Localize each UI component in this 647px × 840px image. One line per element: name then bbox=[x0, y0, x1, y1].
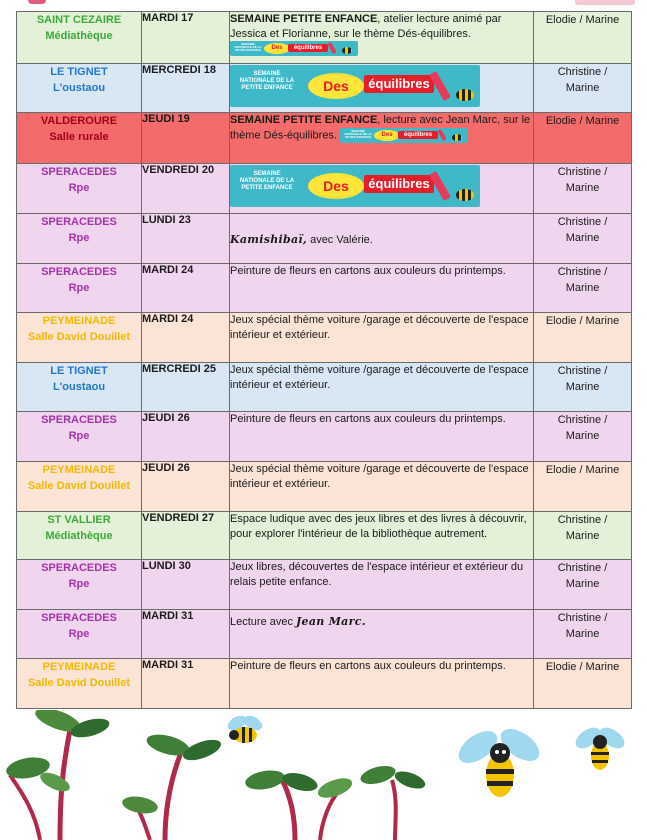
location-name: SAINT CEZAIRE bbox=[36, 14, 122, 26]
location-name: LE TIGNET bbox=[50, 66, 108, 78]
staff-line1: Christine / bbox=[557, 216, 608, 228]
staff-line1: Christine / bbox=[557, 562, 608, 574]
location-cell bbox=[17, 214, 142, 264]
activity-text: , lecture avec Jean Marc, sur le thème Dés-équilibres. bbox=[230, 114, 531, 141]
event-banner-image bbox=[340, 128, 468, 143]
staff-line2: Marine bbox=[565, 381, 600, 393]
location-cell bbox=[17, 164, 142, 214]
activity-handwritten: Kamishibaï, bbox=[230, 233, 308, 246]
activity-text: Lecture avec bbox=[230, 616, 297, 628]
staff-cell bbox=[534, 610, 632, 659]
location-name: SPERACEDES bbox=[41, 266, 117, 278]
location-cell bbox=[17, 64, 142, 113]
bee-icon bbox=[342, 47, 352, 54]
location-venue: Médiathèque bbox=[45, 530, 113, 542]
banner-left-text: SEMAINE NATIONALE DE LA PETITE ENFANCE bbox=[239, 71, 295, 91]
location-cell bbox=[17, 363, 142, 412]
staff-line1: Christine / bbox=[557, 266, 608, 278]
location-cell bbox=[17, 264, 142, 313]
activity-text: Jeux spécial thème voiture /garage et découverte de l'espace intérieur et extérieur. bbox=[230, 463, 529, 490]
staff-line1: Christine / bbox=[557, 166, 608, 178]
sprout-icon bbox=[244, 768, 355, 840]
location-name: SPERACEDES bbox=[41, 216, 117, 228]
location-name: SPERACEDES bbox=[41, 562, 117, 574]
date-cell: VENDREDI 27 bbox=[142, 512, 230, 560]
location-cell bbox=[17, 462, 142, 512]
location-cell bbox=[17, 113, 142, 164]
table-row bbox=[17, 560, 632, 610]
location-cell bbox=[17, 512, 142, 560]
activity-cell bbox=[230, 214, 534, 264]
location-venue: Salle David Douillet bbox=[27, 331, 131, 343]
bee-icon bbox=[225, 713, 264, 743]
banner-bubble-text: Des bbox=[374, 130, 400, 141]
date-cell: JEUDI 19 bbox=[142, 113, 230, 164]
staff-line1: Christine / bbox=[557, 365, 608, 377]
bee-icon bbox=[453, 723, 545, 797]
activity-text: Espace ludique avec des jeux libres et des livres à découvrir, pour explorer l'intérieur de la bibliothèque autrement. bbox=[230, 513, 527, 540]
staff-line2: Marine bbox=[565, 232, 600, 244]
location-venue: Rpe bbox=[68, 628, 90, 640]
date-cell: JEUDI 26 bbox=[142, 412, 230, 462]
location-name: PEYMEINADE bbox=[42, 464, 116, 476]
event-banner-image bbox=[230, 165, 480, 207]
staff-cell bbox=[534, 264, 632, 313]
location-venue: Salle David Douillet bbox=[27, 677, 131, 689]
staff-line1: Elodie / Marine bbox=[545, 14, 620, 26]
table-row bbox=[17, 164, 632, 214]
location-name: PEYMEINADE bbox=[42, 315, 116, 327]
location-name: LE TIGNET bbox=[50, 365, 108, 377]
location-venue: L'oustaou bbox=[52, 82, 106, 94]
location-cell bbox=[17, 560, 142, 610]
staff-line1: Elodie / Marine bbox=[545, 464, 620, 476]
table-row bbox=[17, 113, 632, 164]
banner-word-text: équilibres bbox=[398, 131, 438, 139]
location-venue: L'oustaou bbox=[52, 381, 106, 393]
activity-cell bbox=[230, 363, 534, 412]
activity-text: Jeux spécial thème voiture /garage et découverte de l'espace intérieur et extérieur. bbox=[230, 364, 529, 391]
staff-line1: Elodie / Marine bbox=[545, 115, 620, 127]
activity-text: Peinture de fleurs en cartons aux couleurs du printemps. bbox=[230, 265, 506, 277]
date-cell: MARDI 24 bbox=[142, 264, 230, 313]
location-name: VALDEROURE bbox=[40, 115, 118, 127]
staff-cell bbox=[534, 363, 632, 412]
staff-cell bbox=[534, 313, 632, 363]
sprouts-and-bees-decoration bbox=[0, 710, 647, 840]
date-cell: MARDI 31 bbox=[142, 659, 230, 709]
schedule-table bbox=[16, 11, 632, 709]
activity-cell bbox=[230, 462, 534, 512]
staff-line1: Christine / bbox=[557, 66, 608, 78]
location-cell bbox=[17, 12, 142, 64]
activity-cell bbox=[230, 64, 534, 113]
event-banner-image bbox=[230, 41, 358, 56]
staff-cell bbox=[534, 659, 632, 709]
activity-cell bbox=[230, 610, 534, 659]
location-name: SPERACEDES bbox=[41, 166, 117, 178]
location-venue: Rpe bbox=[68, 430, 90, 442]
activity-cell bbox=[230, 12, 534, 64]
staff-cell bbox=[534, 113, 632, 164]
table-row bbox=[17, 313, 632, 363]
staff-cell bbox=[534, 412, 632, 462]
banner-left-text: SEMAINE NATIONALE DE LA PETITE ENFANCE bbox=[239, 171, 295, 191]
table-row bbox=[17, 462, 632, 512]
bee-icon bbox=[456, 189, 474, 201]
activity-text: Jeux spécial thème voiture /garage et découverte de l'espace intérieur et extérieur. bbox=[230, 314, 529, 341]
staff-cell bbox=[534, 560, 632, 610]
table-row bbox=[17, 659, 632, 709]
banner-word-text: équilibres bbox=[364, 175, 434, 193]
date-cell: MARDI 17 bbox=[142, 12, 230, 64]
banner-word-text: équilibres bbox=[288, 44, 328, 52]
staff-cell bbox=[534, 164, 632, 214]
staff-cell bbox=[534, 12, 632, 64]
activity-cell bbox=[230, 313, 534, 363]
sprout-icon bbox=[121, 731, 224, 840]
location-name: ST VALLIER bbox=[47, 514, 111, 526]
banner-bubble-text: Des bbox=[308, 173, 364, 199]
date-cell: VENDREDI 20 bbox=[142, 164, 230, 214]
location-venue: Salle David Douillet bbox=[27, 480, 131, 492]
activity-cell bbox=[230, 659, 534, 709]
date-cell: MERCREDI 25 bbox=[142, 363, 230, 412]
activity-cell bbox=[230, 264, 534, 313]
location-cell bbox=[17, 313, 142, 363]
staff-line2: Marine bbox=[565, 282, 600, 294]
activity-text: avec Valérie. bbox=[307, 234, 373, 246]
staff-line2: Marine bbox=[565, 628, 600, 640]
location-name: SPERACEDES bbox=[41, 414, 117, 426]
staff-line2: Marine bbox=[565, 578, 600, 590]
activity-text: Peinture de fleurs en cartons aux couleurs du printemps. bbox=[230, 660, 506, 672]
location-name: SPERACEDES bbox=[41, 612, 117, 624]
activity-text: Peinture de fleurs en cartons aux couleurs du printemps. bbox=[230, 413, 506, 425]
staff-line1: Elodie / Marine bbox=[545, 661, 620, 673]
logo-fragment-right bbox=[575, 0, 635, 5]
staff-line2: Marine bbox=[565, 82, 600, 94]
sprout-icon bbox=[359, 763, 428, 840]
bee-icon bbox=[572, 723, 628, 770]
location-cell bbox=[17, 412, 142, 462]
location-venue: Médiathèque bbox=[45, 30, 113, 42]
banner-stick-graphic bbox=[327, 42, 336, 54]
table-row bbox=[17, 264, 632, 313]
table-row bbox=[17, 412, 632, 462]
location-venue: Salle rurale bbox=[49, 131, 109, 143]
staff-cell bbox=[534, 64, 632, 113]
activity-bold: SEMAINE PETITE ENFANCE bbox=[230, 114, 378, 126]
location-venue: Rpe bbox=[68, 182, 90, 194]
location-venue: Rpe bbox=[68, 282, 90, 294]
staff-line2: Marine bbox=[565, 182, 600, 194]
sprout-icon bbox=[5, 710, 112, 840]
activity-handwritten: Jean Marc. bbox=[296, 615, 366, 628]
staff-line1: Elodie / Marine bbox=[545, 315, 620, 327]
staff-cell bbox=[534, 214, 632, 264]
activity-cell bbox=[230, 560, 534, 610]
staff-line1: Christine / bbox=[557, 612, 608, 624]
banner-bubble-text: Des bbox=[308, 73, 364, 99]
banner-stick-graphic bbox=[437, 128, 446, 140]
banner-word-text: équilibres bbox=[364, 75, 434, 93]
location-cell bbox=[17, 610, 142, 659]
activity-bold: SEMAINE PETITE ENFANCE bbox=[230, 13, 378, 25]
date-cell: JEUDI 26 bbox=[142, 462, 230, 512]
table-row bbox=[17, 12, 632, 64]
activity-text: Jeux libres, découvertes de l'espace intérieur et extérieur du relais petite enfance. bbox=[230, 561, 524, 588]
activity-cell bbox=[230, 412, 534, 462]
table-row bbox=[17, 214, 632, 264]
staff-line1: Christine / bbox=[557, 514, 608, 526]
date-cell: LUNDI 30 bbox=[142, 560, 230, 610]
activity-text: , atelier lecture animé par Jessica et Florianne, sur le thème Dés-équilibres. bbox=[230, 13, 502, 40]
date-cell: LUNDI 23 bbox=[142, 214, 230, 264]
activity-cell bbox=[230, 164, 534, 214]
date-cell: MARDI 31 bbox=[142, 610, 230, 659]
location-name: PEYMEINADE bbox=[42, 661, 116, 673]
activity-cell bbox=[230, 113, 534, 164]
table-row bbox=[17, 512, 632, 560]
date-cell: MARDI 24 bbox=[142, 313, 230, 363]
logo-fragment-left bbox=[28, 0, 46, 4]
table-row bbox=[17, 363, 632, 412]
activity-cell bbox=[230, 512, 534, 560]
location-venue: Rpe bbox=[68, 578, 90, 590]
date-cell: MERCREDI 18 bbox=[142, 64, 230, 113]
bee-icon bbox=[452, 134, 462, 141]
staff-line2: Marine bbox=[565, 530, 600, 542]
location-cell bbox=[17, 659, 142, 709]
banner-left-text: SEMAINE NATIONALE DE LA PETITE ENFANCE bbox=[344, 128, 372, 139]
staff-cell bbox=[534, 512, 632, 560]
staff-line2: Marine bbox=[565, 430, 600, 442]
staff-line1: Christine / bbox=[557, 414, 608, 426]
location-venue: Rpe bbox=[68, 232, 90, 244]
bee-icon bbox=[456, 89, 474, 101]
table-row bbox=[17, 610, 632, 659]
event-banner-image bbox=[230, 65, 480, 107]
banner-bubble-text: Des bbox=[264, 43, 290, 54]
banner-left-text: SEMAINE NATIONALE DE LA PETITE ENFANCE bbox=[234, 42, 262, 52]
table-row bbox=[17, 64, 632, 113]
staff-cell bbox=[534, 462, 632, 512]
